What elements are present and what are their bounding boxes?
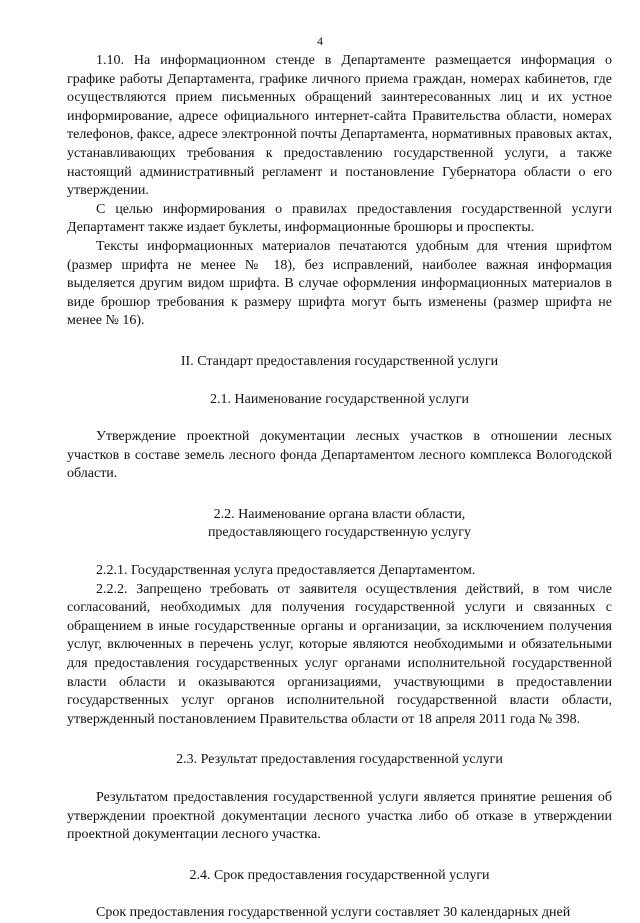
paragraph-2-3: Результатом предоставления государственной услуги является принятие решения об утверждении проектной документации лесного участка либо об отказе в утверждении проектной документации лесного участка. [67,790,612,843]
paragraph-texts: Тексты информационных материалов печатаются удобным для чтения шрифтом (размер шрифта не менее № 18), без исправлений, наиболее важная информация выделяется другим видом шрифта. В случае оформления информационных материалов в виде брошюр требования к размеру шрифта могут быть изменены (размер шрифта не менее № 16). [67,238,612,329]
paragraph-2-4: Срок предоставления государственной услуги составляет 30 календарных дней [96,905,571,921]
heading-2-2-line1: 2.2. Наименование органа власти области, [213,506,466,522]
paragraph-2-2-2: 2.2.2. Запрещено требовать от заявителя осуществления действий, в том числе согласований, необходимых для получения государственной услуги и связанных с обращением в иные государственные органы и организации, за исключением получения услуг, включенных в перечень услуг, которые являются необходимыми и обязательными для предоставления государственных услуг органами исполнительной государственной власти области и оказываются организациями, участвующими в предоставлении государственных услуг органов исполнительной государственной власти области, утвержденный постановлением Правительства области от 18 апреля 2011 года № 398. [67,581,612,727]
heading-2-4: 2.4. Срок предоставления государственной услуги [189,867,490,883]
paragraph-1-10: 1.10. На информационном стенде в Департаменте размещается информация о графике работы Департамента, графике личного приема граждан, номерах кабинетов, где осуществляются прием письменных обращений заинтересованных лиц и их устное информирование, адресе официального интернет-сайта Правительства области, номерах телефонов, факсе, адресе электронной почты Департамента, нормативных правовых актах, устанавливающих требования к предоставлению государственной услуги, а также настоящий административный регламент и постановление Губернатора области о его утверждении. [67,53,612,199]
heading-2-2-line2: предоставляющего государственную услугу [207,525,472,541]
heading-section-ii: II. Стандарт предоставления государственной услуги [180,353,499,369]
paragraph-2-2-1: 2.2.1. Государственная услуга предоставляется Департаментом. [96,563,476,579]
heading-2-1: 2.1. Наименование государственной услуги [210,391,469,407]
heading-2-3: 2.3. Результат предоставления государственной услуги [176,752,503,768]
paragraph-booklets: С целью информирования о правилах предоставления государственной услуги Департамент также издает буклеты, информационные брошюры и проспекты. [67,201,612,236]
document-body [67,52,612,923]
paragraph-2-1: Утверждение проектной документации лесных участков в отношении лесных участков в составе земель лесного фонда Департаментом лесного комплекса Вологодской области. [67,429,612,482]
page-number: 4 [317,34,323,48]
